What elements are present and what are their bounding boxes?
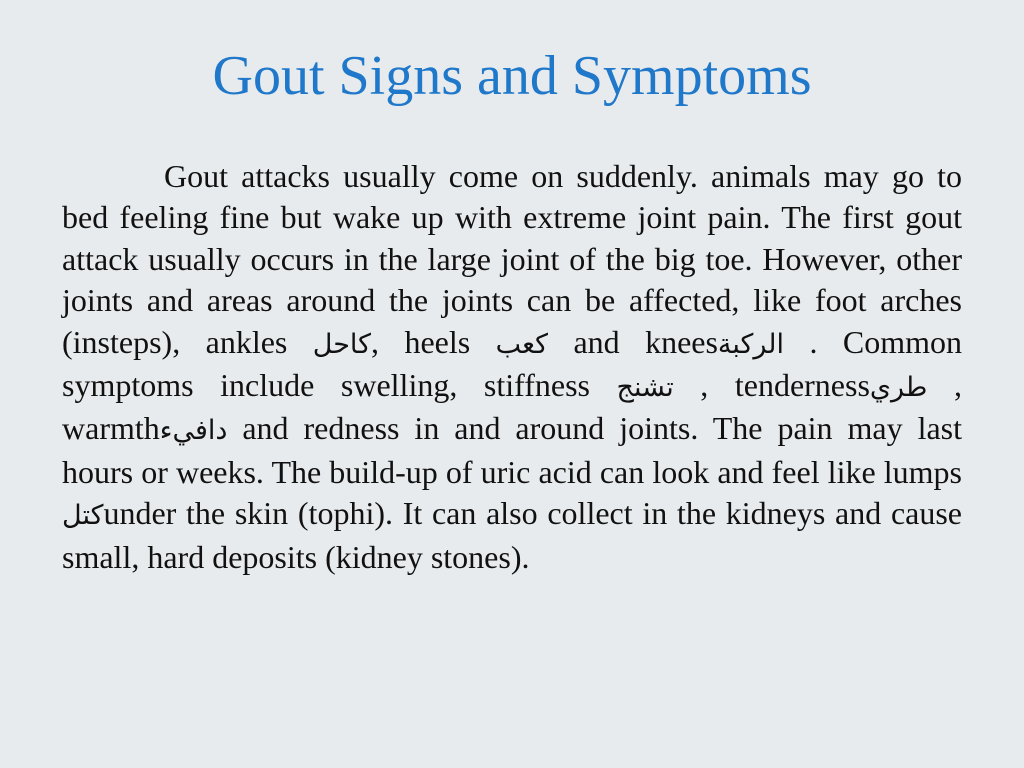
arabic-lumps: كتل xyxy=(62,500,104,532)
arabic-ankles: كاحل xyxy=(312,328,372,360)
slide-title: Gout Signs and Symptoms xyxy=(212,45,812,107)
text-segment: Gout attacks usually come on suddenly. animals may go to bed feeling fine but wake up with extreme joint pain. The first gout attack usually occurs in the large joint of the big toe. However, other joints and areas around the joints can be affected, like foot arches (insteps), ankles xyxy=(62,158,962,360)
arabic-heels: كعب xyxy=(495,328,549,360)
text-segment: and knees xyxy=(548,323,718,360)
arabic-stiffness: تشنج xyxy=(616,372,674,404)
arabic-knees: الركبة xyxy=(717,328,785,360)
body-paragraph xyxy=(62,156,962,578)
text-segment: under the skin (tophi). It can also collect in the kidneys and cause small, hard deposits (kidney stones). xyxy=(62,495,962,575)
text-segment: and redness in and around joints. The pain may last hours or weeks. The build-up of uric acid can look and feel like lumps xyxy=(62,410,962,490)
text-segment: , heels xyxy=(371,323,496,360)
arabic-tenderness: طري xyxy=(869,372,928,404)
text-segment: , warmth xyxy=(62,367,962,447)
text-segment: . Common symptoms include swelling, stiffness xyxy=(62,323,962,404)
text-segment: , tenderness xyxy=(673,367,870,404)
arabic-warmth: دافيء xyxy=(159,415,228,447)
